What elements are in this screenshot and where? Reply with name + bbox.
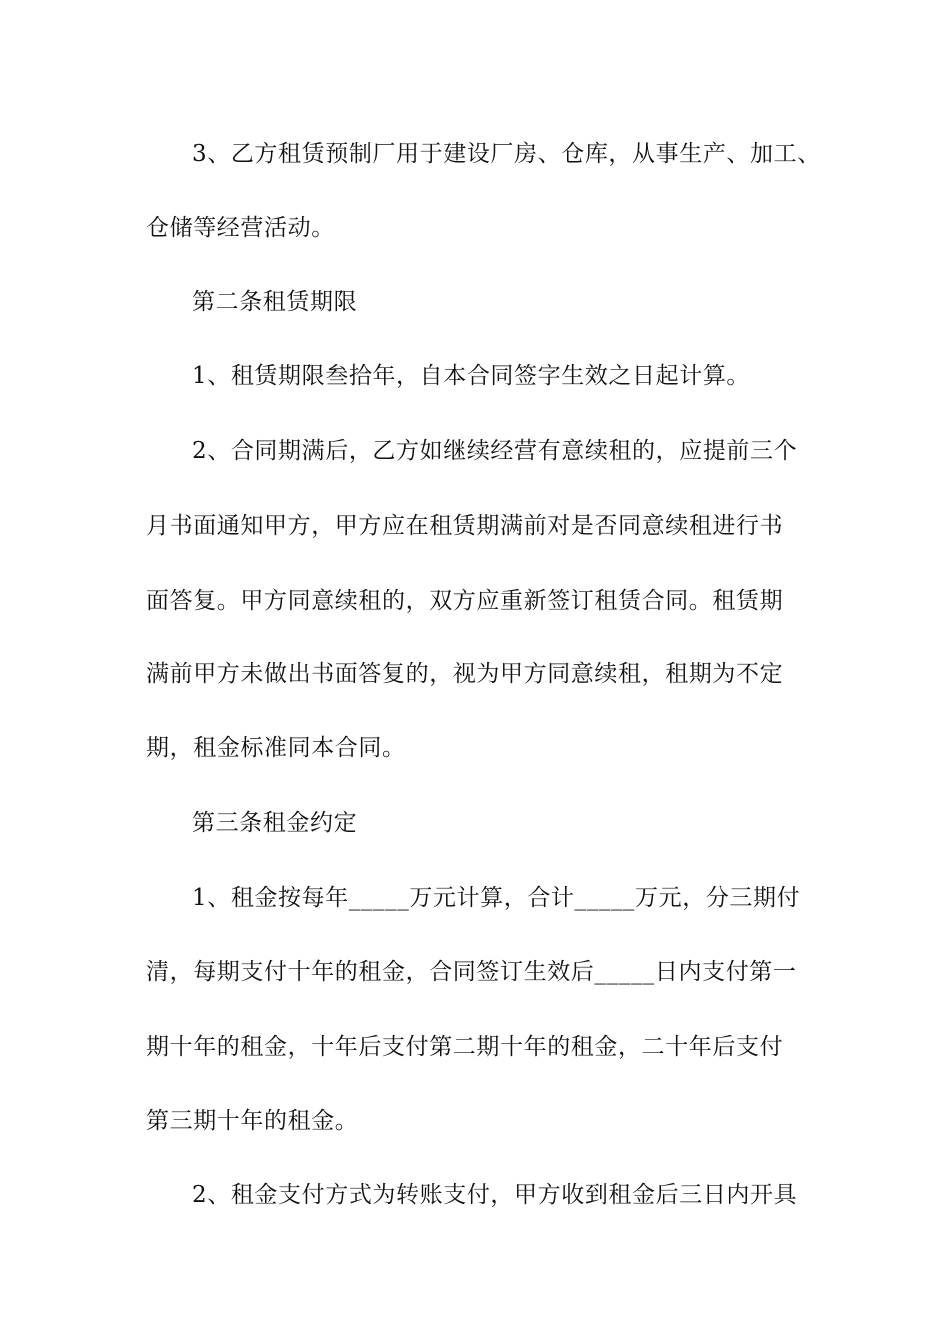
section-heading: 第三条租金约定: [192, 810, 358, 836]
paragraph-line: 月书面通知甲方，甲方应在租赁期满前对是否同意续租进行书: [146, 513, 784, 539]
paragraph-line: 2、合同期满后，乙方如继续经营有意续租的，应提前三个: [192, 438, 798, 464]
section-heading: 第二条租赁期限: [192, 289, 358, 315]
paragraph-line: 面答复。甲方同意续租的，双方应重新签订租赁合同。租赁期: [146, 588, 784, 614]
paragraph-line: 期十年的租金，十年后支付第二期十年的租金，二十年后支付: [146, 1034, 784, 1060]
paragraph-line: 仓储等经营活动。: [146, 215, 335, 241]
paragraph-line: 2、租金支付方式为转账支付，甲方收到租金后三日内开具: [192, 1182, 798, 1208]
paragraph-line: 第三期十年的租金。: [146, 1108, 359, 1134]
paragraph-line: 满前甲方未做出书面答复的，视为甲方同意续租，租期为不定: [146, 661, 784, 687]
paragraph-line: 3、乙方租赁预制厂用于建设厂房、仓库，从事生产、加工、: [192, 141, 821, 167]
paragraph-line: 清，每期支付十年的租金，合同签订生效后_____日内支付第一: [146, 959, 797, 985]
paragraph-line: 期，租金标准同本合同。: [146, 735, 406, 761]
paragraph-line: 1、租赁期限叁拾年，自本合同签字生效之日起计算。: [192, 363, 751, 389]
paragraph-line: 1、租金按每年_____万元计算，合计_____万元，分三期付: [192, 885, 801, 911]
